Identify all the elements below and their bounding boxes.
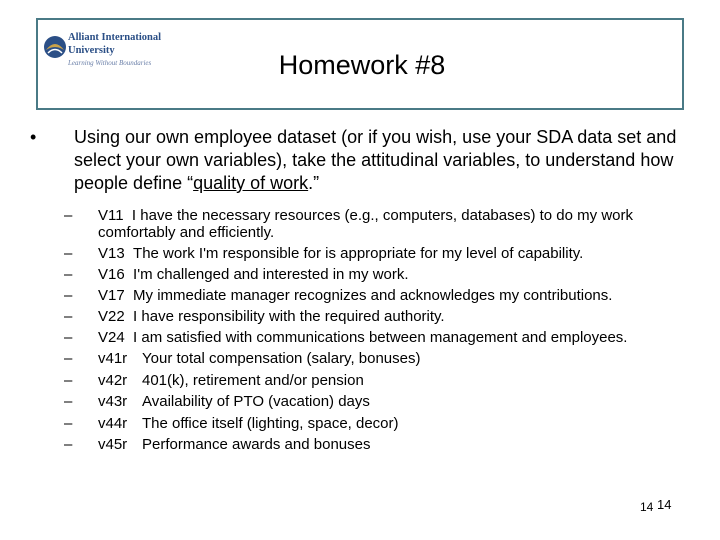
list-item: [36, 393, 684, 410]
variable-desc: Availability of PTO (vacation) days: [142, 393, 370, 410]
slide-content: [30, 126, 684, 458]
variable-desc: I have the necessary resources (e.g., computers, databases) to do my work comfortably and efficiently.: [98, 207, 633, 241]
variable-desc: The work I'm responsible for is appropriate for my level of capability.: [133, 245, 584, 262]
variable-code: V16: [98, 266, 125, 283]
list-item: [36, 436, 684, 453]
dash-icon: –: [64, 414, 73, 432]
dash-icon: –: [64, 287, 73, 304]
logo-name-line2: University: [68, 45, 115, 56]
page-number-a: 14: [640, 500, 654, 514]
list-item: [36, 266, 684, 283]
variable-desc: The office itself (lighting, space, decor): [142, 414, 399, 432]
page-number-b: 14: [656, 497, 672, 512]
variable-code: V17: [98, 287, 125, 304]
list-item: [36, 308, 684, 325]
list-item: [36, 350, 684, 367]
dash-icon: –: [64, 329, 73, 346]
main-bullet-text-after: .”: [308, 173, 320, 193]
variable-code: V11: [98, 207, 124, 224]
page-number: [640, 497, 671, 514]
dash-icon: –: [64, 350, 73, 367]
variable-code: V24: [98, 329, 125, 346]
list-item: [36, 415, 684, 432]
variable-desc: Your total compensation (salary, bonuses): [142, 350, 421, 367]
variable-code: v43r: [98, 393, 128, 410]
variable-desc: 401(k), retirement and/or pension: [142, 371, 364, 389]
variable-list: [36, 207, 684, 453]
variable-code: V22: [98, 308, 125, 325]
variable-code: v42r: [98, 371, 128, 389]
variable-desc: My immediate manager recognizes and acknowledges my contributions.: [133, 287, 613, 304]
variable-code: v41r: [98, 350, 128, 367]
slide-title: Homework #8: [278, 50, 446, 80]
dash-icon: –: [64, 393, 73, 410]
variable-code: V13: [98, 245, 125, 262]
logo-name-line1: Alliant International: [68, 32, 162, 43]
bullet-dot-icon: •: [30, 127, 37, 147]
dash-icon: –: [64, 436, 73, 453]
list-item: [36, 245, 684, 262]
logo-tagline: Learning Without Boundaries: [68, 59, 152, 67]
main-bullet-underlined: quality of work: [193, 173, 309, 193]
dash-icon: –: [64, 308, 73, 325]
list-item: [36, 287, 684, 304]
list-item: [36, 207, 684, 241]
dash-icon: –: [64, 266, 73, 283]
dash-icon: –: [64, 207, 73, 224]
list-item: [36, 372, 684, 389]
list-item: [36, 329, 684, 346]
main-bullet-text-before: Using our own employee dataset (or if you wish, use your SDA data set and select your own variables), take the attitudinal variables, to understand how people define “: [74, 127, 677, 193]
variable-code: v44r: [98, 414, 128, 432]
variable-desc: I have responsibility with the required authority.: [133, 308, 445, 325]
dash-icon: –: [64, 371, 73, 389]
variable-code: v45r: [98, 436, 128, 453]
variable-desc: Performance awards and bonuses: [142, 436, 371, 453]
main-bullet: [30, 126, 684, 195]
dash-icon: –: [64, 245, 73, 262]
variable-desc: I am satisfied with communications between management and employees.: [133, 329, 628, 346]
title-box: [36, 18, 684, 110]
variable-desc: I'm challenged and interested in my work.: [133, 266, 409, 283]
